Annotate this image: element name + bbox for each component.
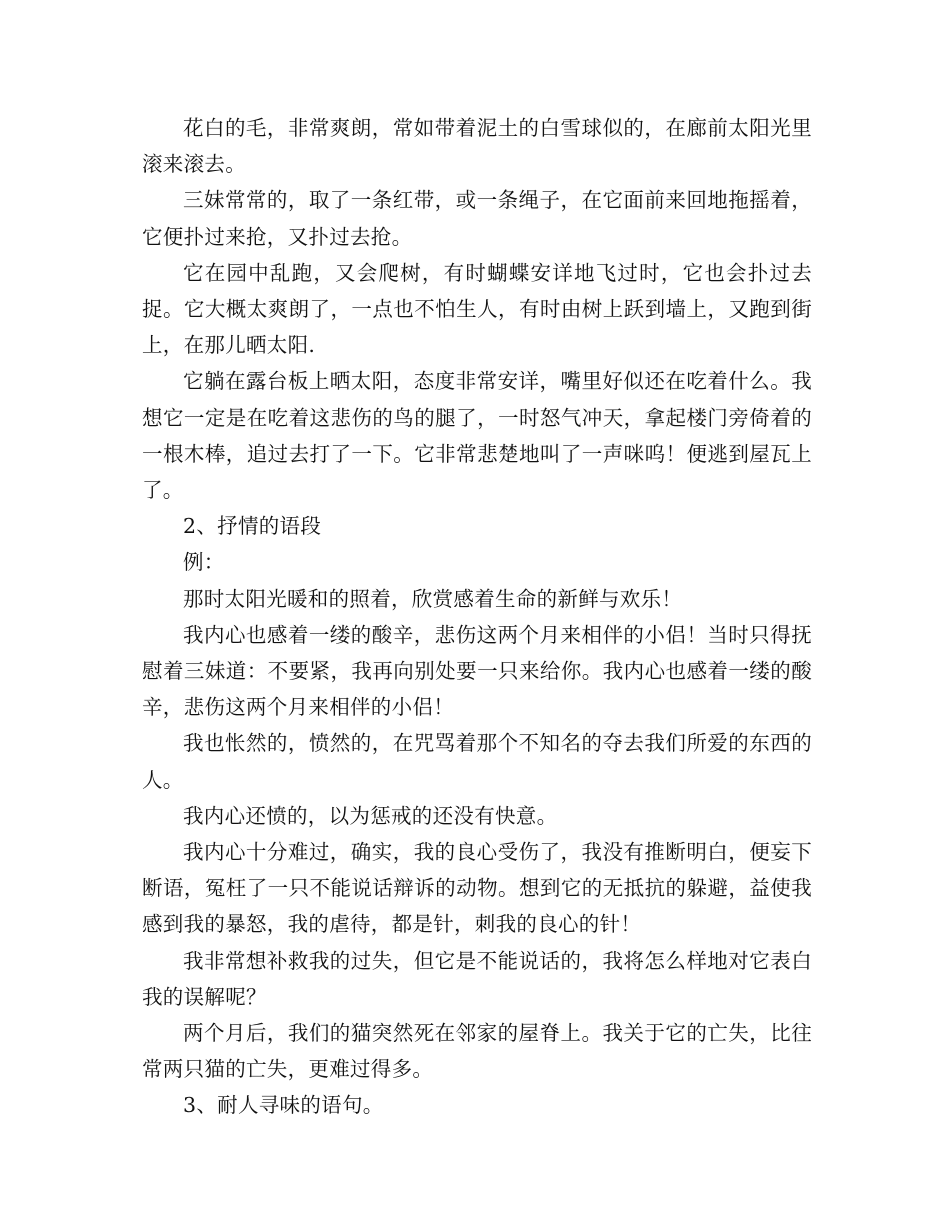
- paragraph: 我非常想补救我的过失，但它是不能说话的，我将怎么样地对它表白我的误解呢？: [142, 948, 812, 1009]
- example-label: 例：: [183, 550, 225, 575]
- paragraph: 我内心还愤的，以为惩戒的还没有快意。: [183, 803, 558, 828]
- paragraph: 我也怅然的，愤然的，在咒骂着那个不知名的夺去我们所爱的东西的人。: [142, 731, 812, 792]
- paragraph: 它在园中乱跑，又会爬树，有时蝴蝶安详地飞过时，它也会扑过去捉。它大概太爽朗了，一点也不怕生人，有时由树上跃到墙上，又跑到街上，在那儿晒太阳.: [142, 260, 812, 358]
- paragraph: 我内心十分难过，确实，我的良心受伤了，我没有推断明白，便妄下断语，冤枉了一只不能说话辩诉的动物。想到它的无抵抗的躲避，益使我感到我的暴怒，我的虐待，都是针，刺我的良心的针！: [142, 840, 812, 937]
- section-heading: 2、抒情的语段: [183, 514, 322, 539]
- paragraph: 我内心也感着一缕的酸辛，悲伤这两个月来相伴的小侣！当时只得抚慰着三妹道：不要紧，我再向别处要一只来给你。我内心也感着一缕的酸辛，悲伤这两个月来相伴的小侣！: [142, 622, 812, 720]
- paragraph: 那时太阳光暖和的照着，欣赏感着生命的新鲜与欢乐！: [183, 586, 683, 611]
- paragraph: 两个月后，我们的猫突然死在邻家的屋脊上。我关于它的亡失，比往常两只猫的亡失，更难过得多。: [142, 1021, 812, 1082]
- paragraph: 三妹常常的，取了一条红带，或一条绳子，在它面前来回地拖摇着，它便扑过来抢，又扑过去抢。: [142, 188, 812, 249]
- section-heading: 3、耐人寻味的语句。: [183, 1093, 384, 1118]
- paragraph: 花白的毛，非常爽朗，常如带着泥土的白雪球似的，在廊前太阳光里滚来滚去。: [142, 116, 812, 177]
- document-body: [142, 110, 812, 1124]
- paragraph: 它躺在露台板上晒太阳，态度非常安详，嘴里好似还在吃着什么。我想它一定是在吃着这悲伤的鸟的腿了，一时怒气冲天，拿起楼门旁倚着的一根木棒，追过去打了一下。它非常悲楚地叫了一声咪呜！便逃到屋瓦上了。: [142, 369, 812, 503]
